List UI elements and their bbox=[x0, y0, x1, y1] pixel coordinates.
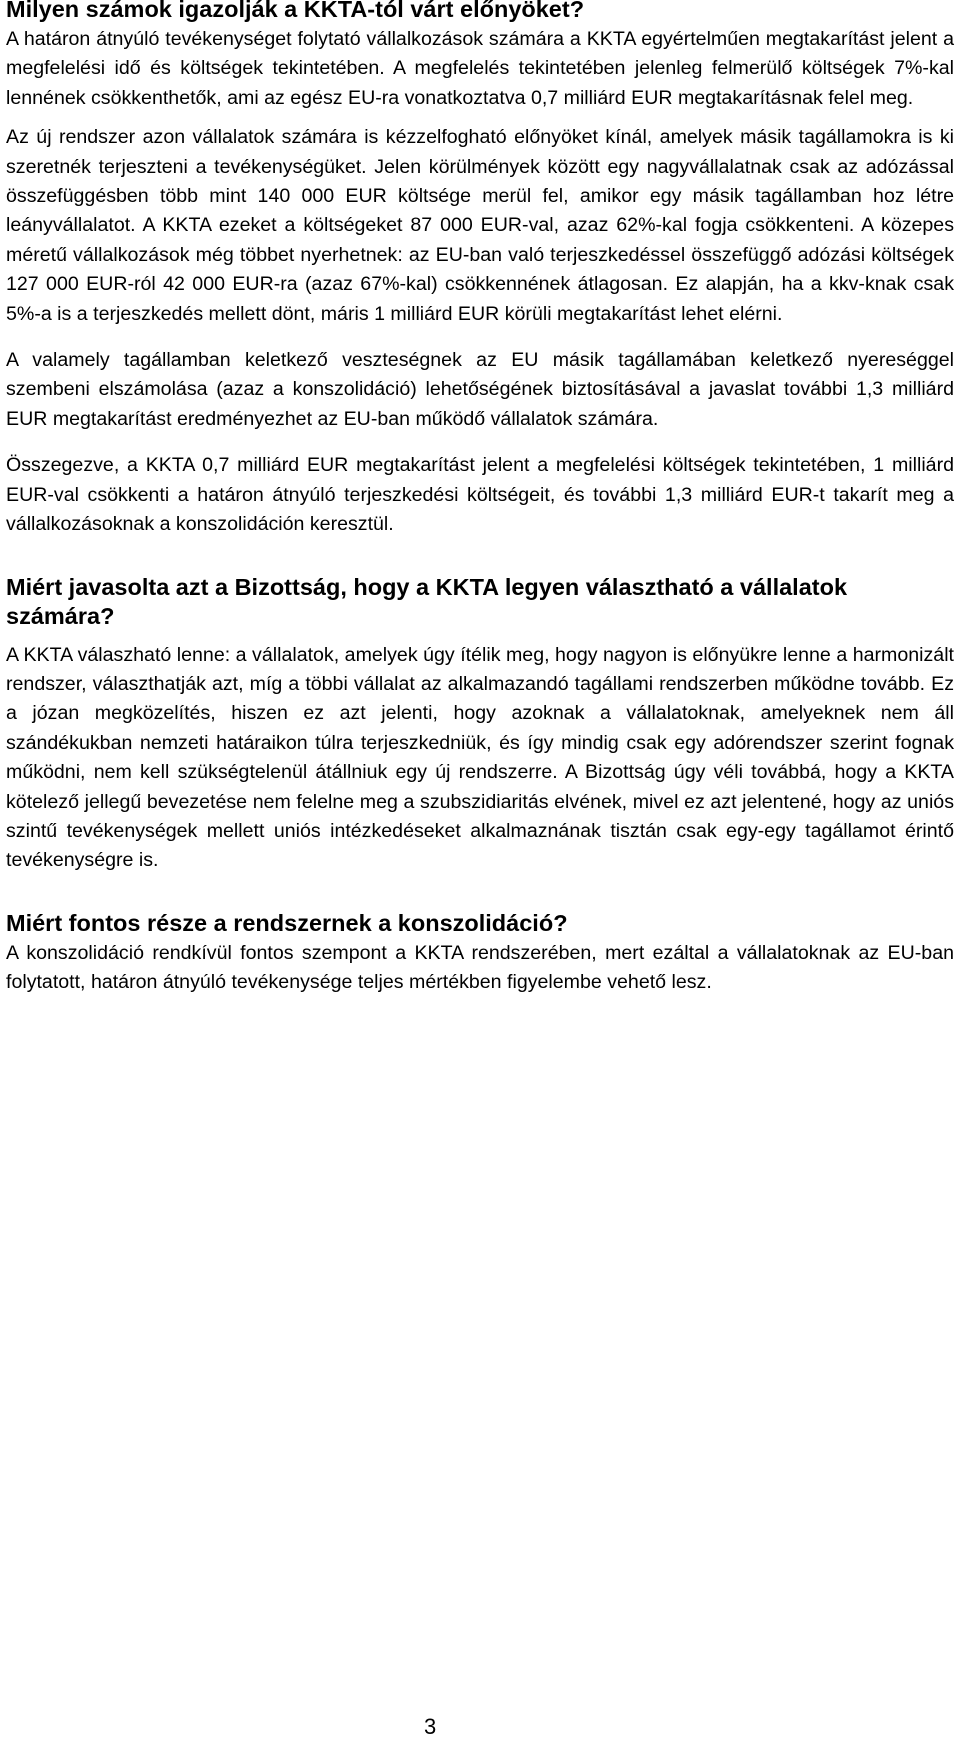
section-heading-expected-benefits: Milyen számok igazolják a KKTA-tól várt előnyöket? bbox=[6, 0, 585, 22]
paragraph-consolidation-savings: A valamely tagállamban keletkező veszteségnek az EU másik tagállamában keletkező nyereséggel szembeni elszámolása (azaz a konszolidáció) lehetőségének biztosításával a javaslat további 1,3 milliárd EUR megtakarítást eredményezhet az EU-ban működő vállalatok számára. bbox=[6, 349, 954, 430]
section-heading-optional-ccctb: Miért javasolta azt a Bizottság, hogy a KKTA legyen választható a vállalatok számára? bbox=[6, 573, 848, 629]
page-number: 3 bbox=[424, 1714, 437, 1739]
paragraph-expansion-benefits: Az új rendszer azon vállalatok számára is kézzelfogható előnyöket kínál, amelyek másik tagállamokra is ki szeretnék terjeszteni a tevékenységüket. Jelen körülmények között egy nagyvállalatnak csak az adózással összefüggésben több mint 140 000 EUR költsége merül fel, amikor egy másik tagállamban hoz létre leányvállalatot. A KKTA ezeket a költségeket 87 000 EUR-val, azaz 62%-kal fogja csökkenteni. A közepes méretű vállalkozások még többet nyerhetnek: az EU-ban való terjeszkedéssel összefüggő adózási költségek 127 000 EUR-ról 42 000 EUR-ra (azaz 67%-kal) csökkennének átlagosan. Ez alapján, ha a kkv-knak csak 5%-a is a terjeszkedés mellett dönt, máris 1 milliárd EUR körüli megtakarítást lehet elérni. bbox=[6, 126, 954, 325]
section-heading-consolidation-importance: Miért fontos része a rendszernek a konszolidáció? bbox=[6, 909, 568, 936]
paragraph-optional-reasoning: A KKTA válaszható lenne: a vállalatok, amelyek úgy ítélik meg, hogy nagyon is előnyükre lenne a harmonizált rendszer, választhatják azt, míg a többi vállalat az alkalmazandó tagállami rendszerben működne tovább. Ez a józan megközelítés, hiszen ez azt jelenti, hogy azoknak a vállalatoknak, amelyeknek nem áll szándékukban nemzeti határaikon túlra terjeszkedniük, és így mindig csak egy adórendszer szerint fognak működni, nem kell szükségtelenül átállniuk egy új rendszerre. A Bizottság úgy véli továbbá, hogy a KKTA kötelező jellegű bevezetése nem felelne meg a szubszidiaritás elvének, mivel ez azt jelentené, hogy az uniós szintű tevékenységek mellett uniós intézkedéseket alkalmaznának tisztán csak egy-egy tagállamot érintő tevékenységre is. bbox=[6, 643, 954, 872]
paragraph-summary: Összegezve, a KKTA 0,7 milliárd EUR megtakarítást jelent a megfelelési költségek tekintetében, 1 milliárd EUR-val csökkenti a határon átnyúló terjeszkedési költségeit, és további 1,3 milliárd EUR-t takarít meg a vállalkozásoknak a konszolidáción keresztül. bbox=[6, 454, 954, 536]
document-page bbox=[6, 0, 954, 998]
paragraph-consolidation-importance: A konszolidáció rendkívül fontos szempont a KKTA rendszerében, mert ezáltal a vállalatoknak az EU-ban folytatott, határon átnyúló tevékenysége teljes mértékben figyelembe vehető lesz. bbox=[6, 941, 954, 994]
paragraph-compliance-savings: A határon átnyúló tevékenységet folytató vállalkozások számára a KKTA egyértelműen megtakarítást jelent a megfelelési idő és költségek tekintetében. A megfelelés tekintetében jelenleg felmerülő költségek 7%-kal lennének csökkenthetők, ami az egész EU-ra vonatkoztatva 0,7 milliárd EUR megtakarításnak felel meg. bbox=[6, 28, 954, 109]
